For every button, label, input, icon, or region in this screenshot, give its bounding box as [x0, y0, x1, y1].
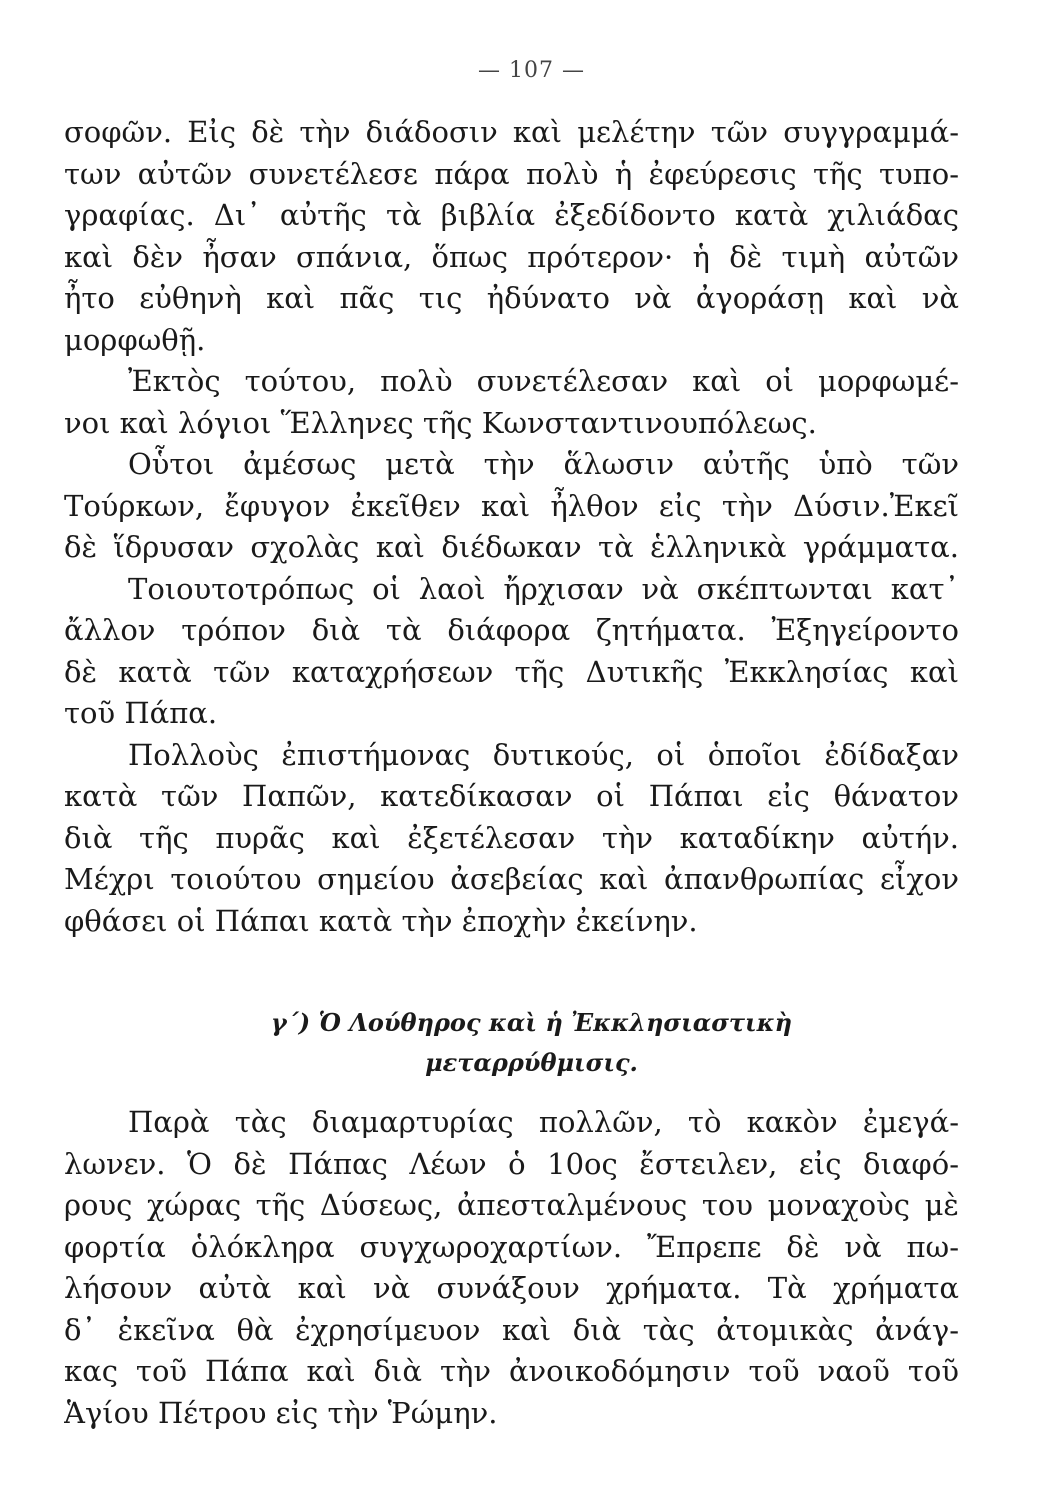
- text-line: λωνεν. Ὁ δὲ Πάπας Λέων ὁ 10ος ἔστειλεν, εἰς διαφό-: [64, 1146, 959, 1181]
- text-line: δ᾽ ἐκεῖνα θὰ ἐχρησίμευον καὶ διὰ τὰς ἀτομικὰς ἀνάγ-: [64, 1312, 959, 1347]
- text-line: Παρὰ τὰς διαμαρτυρίας πολλῶν, τὸ κακὸν ἐμεγά-: [128, 1105, 959, 1139]
- text-line: κατὰ τῶν Παπῶν, κατεδίκασαν οἱ Πάπαι εἰς θάνατον: [64, 779, 959, 813]
- text-line: Ἐκτὸς τούτου, πολὺ συνετέλεσαν καὶ οἱ μορφωμέ-: [128, 364, 959, 398]
- text-line: Μέχρι τοιούτου σημείου ἀσεβείας καὶ ἀπανθρωπίας εἶχον: [64, 862, 959, 896]
- text-line: κας τοῦ Πάπα καὶ διὰ τὴν ἀνοικοδόμησιν τοῦ ναοῦ τοῦ: [64, 1354, 959, 1388]
- text-line: γραφίας. Δι᾽ αὐτῆς τὰ βιβλία ἐξεδίδοντο κατὰ χιλιάδας: [64, 198, 959, 232]
- text-line: Ἁγίου Πέτρου εἰς τὴν Ῥώμην.: [64, 1395, 498, 1430]
- text-line: των αὐτῶν συνετέλεσε πάρα πολὺ ἡ ἐφεύρεσις τῆς τυπο-: [64, 156, 959, 191]
- text-line: δὲ κατὰ τῶν καταχρήσεων τῆς Δυτικῆς Ἐκκλησίας καὶ: [64, 654, 959, 689]
- text-block-upper: [64, 112, 959, 942]
- text-line: ρους χώρας τῆς Δύσεως, ἀπεσταλμένους του μοναχοὺς μὲ: [64, 1188, 959, 1222]
- text-block-lower: [64, 1102, 959, 1434]
- text-line: τοῦ Πάπα.: [64, 696, 218, 730]
- text-line: φορτία ὁλόκληρα συγχωροχαρτίων. Ἔπρεπε δὲ νὰ πω-: [64, 1229, 959, 1264]
- text-line: δὲ ἵδρυσαν σχολὰς καὶ διέδωκαν τὰ ἑλληνικὰ γράμματα.: [64, 530, 959, 564]
- text-line: ἦτο εὐθηνὴ καὶ πᾶς τις ἠδύνατο νὰ ἀγοράσῃ καὶ νὰ: [64, 281, 959, 315]
- text-line: σοφῶν. Εἰς δὲ τὴν διάδοσιν καὶ μελέτην τῶν συγγραμμά-: [64, 115, 959, 149]
- text-line: Πολλοὺς ἐπιστήμονας δυτικούς, οἱ ὁποῖοι ἐδίδαξαν: [128, 737, 959, 772]
- section-heading-line1: γ΄) Ὁ Λούθηρος καὶ ἡ Ἐκκλησιαστικὴ: [270, 1008, 793, 1037]
- section-heading-line2: μεταρρύθμισις.: [425, 1048, 638, 1077]
- text-line: Τοιουτοτρόπως οἱ λαοὶ ἤρχισαν νὰ σκέπτωνται κατ᾽: [128, 571, 959, 606]
- text-line: φθάσει οἱ Πάπαι κατὰ τὴν ἐποχὴν ἐκείνην.: [64, 903, 698, 938]
- text-line: Τούρκων, ἔφυγον ἐκεῖθεν καὶ ἦλθον εἰς τὴν Δύσιν.Ἐκεῖ: [64, 488, 959, 523]
- text-line: διὰ τῆς πυρᾶς καὶ ἐξετέλεσαν τὴν καταδίκην αὐτήν.: [64, 820, 959, 855]
- text-line: ἄλλον τρόπον διὰ τὰ διάφορα ζητήματα. Ἐξηγείροντο: [64, 613, 959, 647]
- text-line: νοι καὶ λόγιοι Ἕλληνες τῆς Κωνσταντινουπόλεως.: [64, 405, 817, 440]
- text-line: μορφωθῇ.: [64, 322, 206, 357]
- text-line: Οὗτοι ἀμέσως μετὰ τὴν ἅλωσιν αὐτῆς ὑπὸ τῶν: [128, 447, 959, 481]
- page-number: — 107 —: [478, 58, 585, 83]
- text-line: λήσουν αὐτὰ καὶ νὰ συνάξουν χρήματα. Τὰ χρήματα: [64, 1271, 959, 1305]
- text-line: καὶ δὲν ἦσαν σπάνια, ὅπως πρότερον· ἡ δὲ τιμὴ αὐτῶν: [64, 239, 959, 274]
